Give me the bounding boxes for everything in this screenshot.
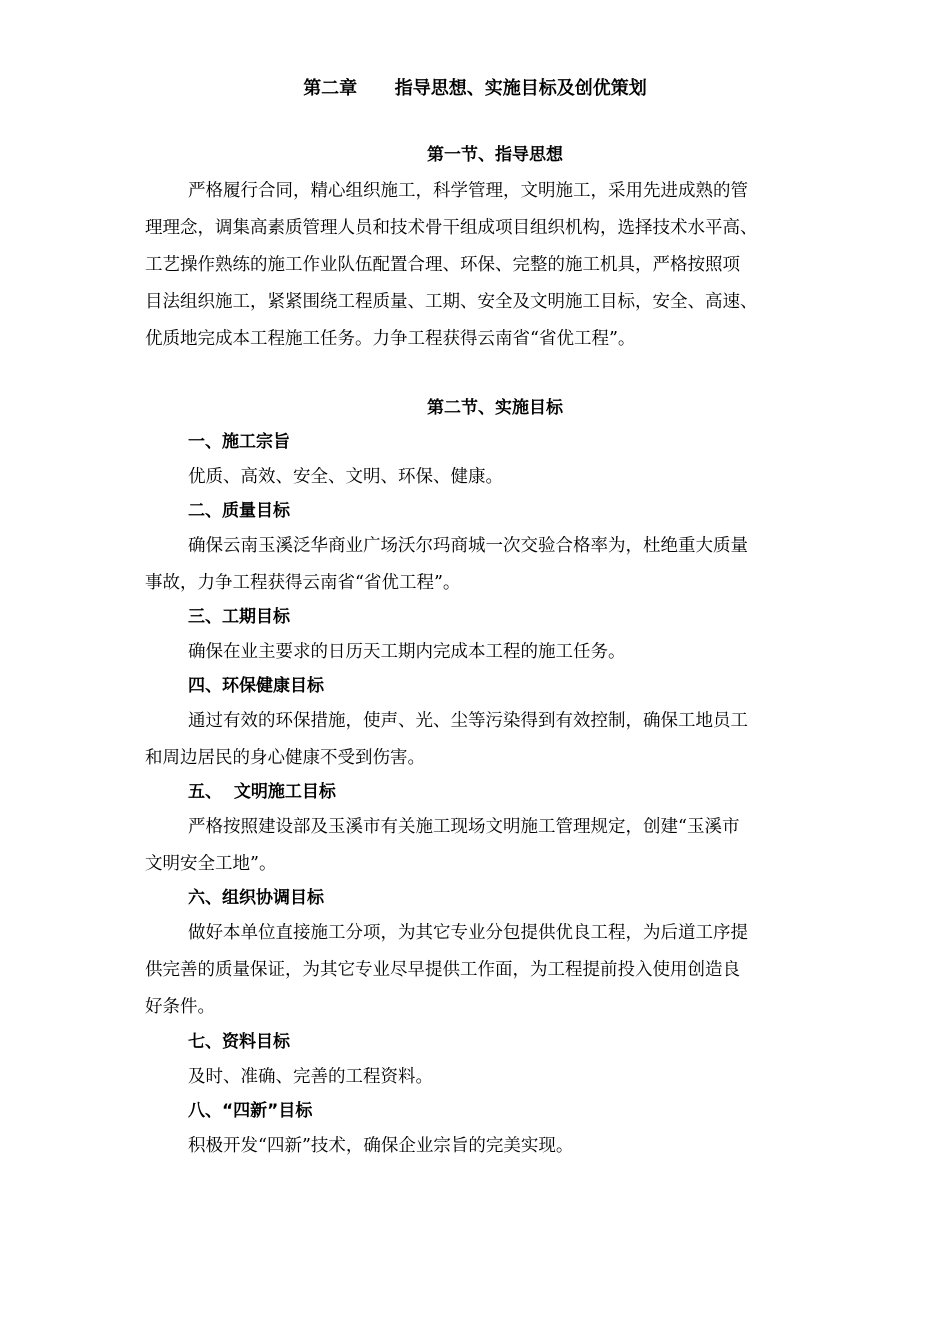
paragraph-line: 工艺操作熟练的施工作业队伍配置合理、环保、完整的施工机具，严格按照项 <box>145 255 740 275</box>
goal-heading-schedule: 三、工期目标 <box>188 607 290 627</box>
section-title-guiding-ideology: 第一节、指导思想 <box>427 145 563 165</box>
paragraph-line: 严格履行合同，精心组织施工，科学管理，文明施工，采用先进成熟的管 <box>188 181 748 201</box>
goal-heading-quality: 二、质量目标 <box>188 501 290 521</box>
paragraph-line: 好条件。 <box>145 997 215 1017</box>
paragraph-line: 文明安全工地”。 <box>145 854 277 874</box>
goal-heading-construction-purpose: 一、施工宗旨 <box>188 432 290 452</box>
paragraph-line: 通过有效的环保措施，使声、光、尘等污染得到有效控制，确保工地员工 <box>188 711 748 731</box>
paragraph-line: 严格按照建设部及玉溪市有关施工现场文明施工管理规定，创建“玉溪市 <box>188 817 740 837</box>
paragraph-line: 事故，力争工程获得云南省“省优工程”。 <box>145 573 461 593</box>
goal-heading-coordination: 六、组织协调目标 <box>188 888 324 908</box>
paragraph-line: 理理念，调集高素质管理人员和技术骨干组成项目组织机构，选择技术水平高、 <box>145 218 758 238</box>
paragraph-line: 积极开发“四新”技术，确保企业宗旨的完美实现。 <box>188 1136 574 1156</box>
paragraph-line: 做好本单位直接施工分项，为其它专业分包提供优良工程，为后道工序提 <box>188 923 748 943</box>
paragraph-line: 和周边居民的身心健康不受到伤害。 <box>145 748 425 768</box>
goal-heading-documentation: 七、资料目标 <box>188 1032 290 1052</box>
paragraph-line: 优质、高效、安全、文明、环保、健康。 <box>188 467 503 487</box>
paragraph-line: 优质地完成本工程施工任务。力争工程获得云南省“省优工程”。 <box>145 329 636 349</box>
goal-heading-environment-health: 四、环保健康目标 <box>188 676 324 696</box>
paragraph-line: 确保云南玉溪泛华商业广场沃尔玛商城一次交验合格率为，杜绝重大质量 <box>188 536 748 556</box>
paragraph-line: 及时、准确、完善的工程资料。 <box>188 1067 433 1087</box>
section-title-implementation-goals: 第二节、实施目标 <box>427 398 563 418</box>
paragraph-line: 供完善的质量保证，为其它专业尽早提供工作面，为工程提前投入使用创造良 <box>145 960 740 980</box>
paragraph-line: 确保在业主要求的日历天工期内完成本工程的施工任务。 <box>188 642 626 662</box>
paragraph-line: 目法组织施工，紧紧围绕工程质量、工期、安全及文明施工目标，安全、高速、 <box>145 292 758 312</box>
goal-heading-civilized-construction: 五、 文明施工目标 <box>188 782 336 802</box>
goal-heading-four-new: 八、“四新”目标 <box>188 1101 313 1121</box>
chapter-title: 第二章 指导思想、实施目标及创优策划 <box>303 78 647 99</box>
